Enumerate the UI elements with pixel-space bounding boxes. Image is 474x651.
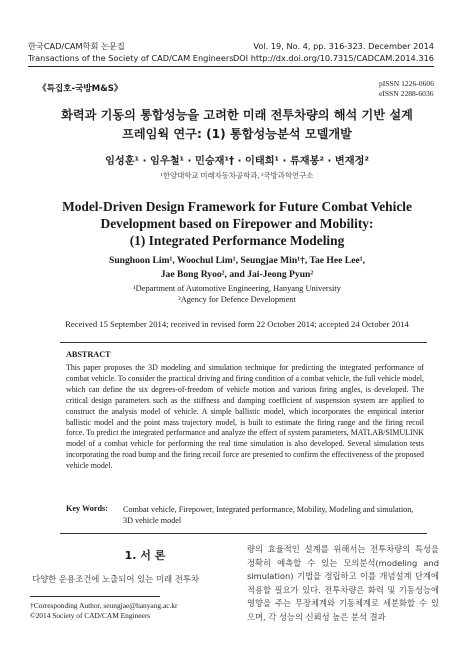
header-divider <box>28 66 434 67</box>
korean-affiliations: ¹한양대학교 미래자동차공학과, ²국방과학연구소 <box>160 171 314 180</box>
received-dates: Received 15 September 2014; received in revised form 22 October 2014; accepted 24 October 2014 <box>65 319 409 329</box>
keywords-text: Combat vehicle, Firepower, Integrated performance, Mobility, Modeling and simulation, 3D vehicle model <box>123 505 414 525</box>
doi-link[interactable]: DOI http://dx.doi.org/10.7315/CADCAM.2014.316 <box>232 53 434 63</box>
korean-authors: 임성훈¹ · 임우철¹ · 민승재¹† · 이태희¹ · 류재봉² · 변재정² <box>105 156 369 167</box>
journal-name-ko: 한국CAD/CAM학회 논문집 <box>28 41 125 51</box>
issn-print: pISSN 1226-0606 <box>378 79 434 88</box>
english-title-line3: (1) Integrated Performance Modeling <box>129 233 345 248</box>
english-title-line2: Development based on Firepower and Mobility: <box>100 216 374 231</box>
english-affiliations <box>0 283 474 305</box>
english-affiliation-line2: ²Agency for Defence Development <box>178 295 296 304</box>
corresponding-author: †Corresponding Author, seungjae@hanyang.ac.kr <box>30 601 178 610</box>
volume-info: Vol. 19, No. 4, pp. 316-323. December 2014 <box>253 41 434 51</box>
journal-name-en: Transactions of the Society of CAD/CAM Engineers <box>28 53 234 63</box>
footnote-divider <box>30 596 160 597</box>
korean-title-line2: 프레임웍 연구: (1) 통합성능분석 모델개발 <box>122 127 352 141</box>
english-title-line1: Model-Driven Design Framework for Future Combat Vehicle <box>62 199 412 214</box>
abstract-body: This paper proposes the 3D modeling and simulation technique for predicting the integrated performance of combat vehicle. To consider the practical driving and firing condition of a combat vehicle, the full vehicle model, which can define the six degrees-of-freedom of vehicle motion and various firing angles, is developed. The critical design parameters such as the stiffness and damping coefficient of suspension system are applied to construct the analysis model of vehicle. A simple ballistic model, which incorporates the empirical interior ballistic model and the point mass trajectory model, is built to estimate the firing range and the firing recoil force. To predict the integrated performance and analyze the effect of system parameters, MATLAB/SIMULINK model of a combat vehicle for performing the real time simulation is also developed. Several simulation tests incorporating the road bump and the firing recoil force are presented to confirm the effectiveness of the proposed vehicle model. <box>66 363 424 471</box>
english-affiliation-line1: ¹Department of Automotive Engineering, Hanyang University <box>133 284 341 293</box>
abstract-heading: ABSTRACT <box>66 350 111 359</box>
issn-block <box>379 79 434 99</box>
korean-title-line1: 화력과 기동의 통합성능을 고려한 미래 전투차량의 해석 기반 설계 <box>61 108 413 122</box>
journal-name-block <box>28 40 234 64</box>
english-authors-line2: Jae Bong Ryoo², and Jai-Jeong Pyun² <box>160 268 314 280</box>
keywords-label: Key Words: <box>66 504 108 513</box>
special-issue-label: 《특집호-국방M&S》 <box>38 84 123 94</box>
section-title-introduction: 1. 서 론 <box>124 549 166 562</box>
english-title <box>0 198 474 249</box>
english-authors <box>0 254 474 281</box>
intro-text-left: 다양한 운용조건에 노출되어 있는 미래 전투차 <box>32 574 200 584</box>
korean-title <box>0 106 474 144</box>
issn-electronic: eISSN 2288-6036 <box>378 89 434 98</box>
intro-text-right: 량의 효율적인 설계를 위해서는 전투차량의 특성을 정확히 예측할 수 있는 모의분석(modeling and simulation) 기법을 정립하고 이를 개념설계 단계에 적용할 필요가 있다. 전투차량은 화력 및 기동성능에 영향을 주는 무장체계와 기동체계로 세분화할 수 있으며, 각 성능의 신뢰성 높은 분석 결과 <box>247 544 439 622</box>
copyright-notice: ©2014 Society of CAD/CAM Engineers <box>30 610 151 620</box>
volume-doi-block <box>233 40 434 64</box>
footnote <box>30 601 240 620</box>
english-authors-line1: Sunghoon Lim¹, Woochul Lim¹, Seungjae Min¹†, Tae Hee Lee¹, <box>108 255 365 266</box>
